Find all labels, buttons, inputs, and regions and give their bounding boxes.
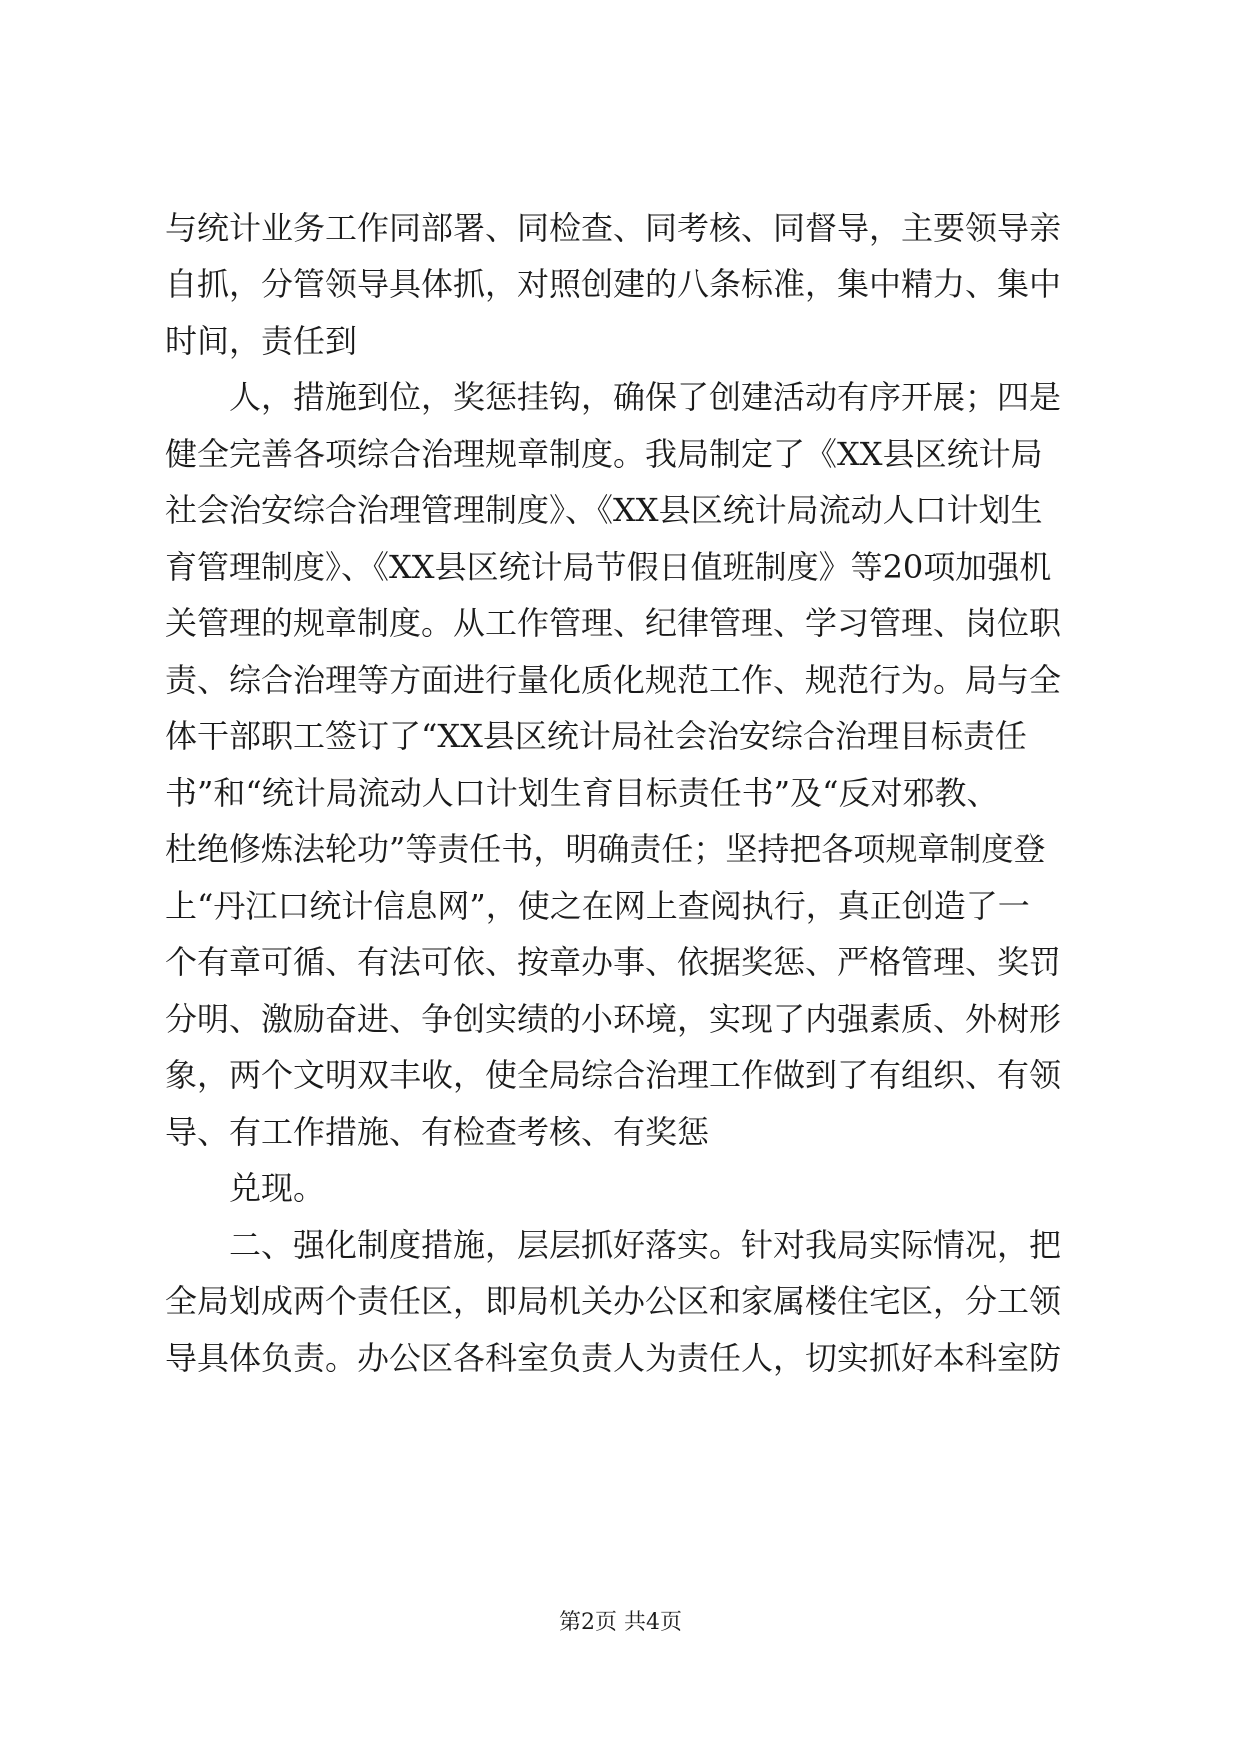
text-line: 个有章可循、有法可依、按章办事、依据奖惩、严格管理、奖罚 (165, 943, 1062, 981)
text-line: 导、有工作措施、有检查考核、有奖惩 (165, 1113, 710, 1151)
page-number-footer: 第2页 共4页 (559, 1610, 682, 1635)
text-line: 与统计业务工作同部署、同检查、同考核、同督导，主要领导亲 (165, 209, 1062, 247)
text-line: 上“丹江口统计信息网”，使之在网上查阅执行，真正创造了一 (165, 887, 1030, 925)
text-line: 体干部职工签订了“XX县区统计局社会治安综合治理目标责任 (165, 717, 1027, 755)
text-line: 责、综合治理等方面进行量化质化规范工作、规范行为。局与全 (165, 661, 1062, 699)
text-line: 人，措施到位，奖惩挂钩，确保了创建活动有序开展；四是 (229, 378, 1062, 416)
text-line: 兑现。 (229, 1169, 326, 1207)
text-line: 时间，责任到 (165, 322, 358, 360)
text-line: 育管理制度》、《XX县区统计局节假日值班制度》等20项加强机 (165, 548, 1052, 586)
text-line: 象，两个文明双丰收，使全局综合治理工作做到了有组织、有领 (165, 1056, 1062, 1094)
text-line: 关管理的规章制度。从工作管理、纪律管理、学习管理、岗位职 (165, 604, 1062, 642)
text-line: 健全完善各项综合治理规章制度。我局制定了《XX县区统计局 (165, 435, 1043, 473)
text-line: 自抓，分管领导具体抓，对照创建的八条标准，集中精力、集中 (165, 265, 1062, 303)
text-line: 二、强化制度措施，层层抓好落实。针对我局实际情况，把 (229, 1226, 1062, 1264)
text-line: 社会治安综合治理管理制度》、《XX县区统计局流动人口计划生 (165, 491, 1043, 529)
text-line: 导具体负责。办公区各科室负责人为责任人，切实抓好本科室防 (165, 1339, 1062, 1377)
text-line: 分明、激励奋进、争创实绩的小环境，实现了内强素质、外树形 (165, 1000, 1062, 1038)
text-line: 书”和“统计局流动人口计划生育目标责任书”及“反对邪教、 (165, 774, 999, 812)
text-line: 杜绝修炼法轮功”等责任书，明确责任；坚持把各项规章制度登 (165, 830, 1046, 868)
text-line: 全局划成两个责任区，即局机关办公区和家属楼住宅区，分工领 (165, 1282, 1062, 1320)
